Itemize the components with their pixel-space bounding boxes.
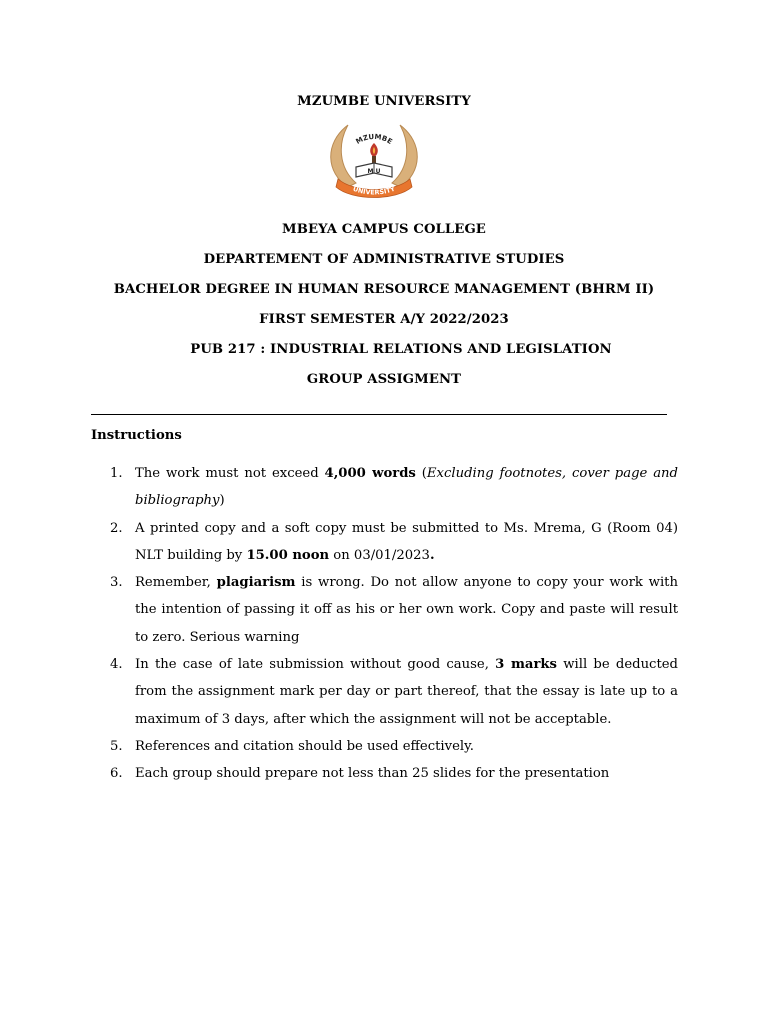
instruction-number: 5. [110,738,123,754]
instruction-number: 6. [110,766,123,782]
instruction-bold-text: 3 marks [495,657,557,673]
instruction-bold-text: plagiarism [216,575,296,591]
instruction-text: ) [219,493,225,509]
instruction-number: 2. [110,520,123,536]
instructions-heading: Instructions [91,428,182,443]
instruction-bold-text: . [429,547,435,563]
instruction-text: Each group should prepare not less than 25 slides for the presentation [135,766,610,782]
instruction-item-1 [110,460,678,515]
assignment-type-title: GROUP ASSIGMENT [306,372,462,387]
instruction-text: Remember, [135,575,217,591]
instruction-item-2 [110,515,678,570]
logo-top-text: MZUMBE [354,132,394,146]
logo-initials: M U [367,168,381,175]
course-title: PUB 217 : INDUSTRIAL RELATIONS AND LEGISLATION [190,342,612,357]
instruction-text: A printed copy and a soft copy must be submitted to Ms. Mrema, G (Room 04) NLT building by [135,520,678,563]
instruction-text: on 03/01/2023 [329,547,430,563]
logo-bottom-text: UNIVERSITY [351,184,397,197]
instruction-bold-text: 15.00 noon [246,547,330,563]
campus-title: MBEYA CAMPUS COLLEGE [282,222,486,237]
instruction-text: will be deducted from the assignment mark per day or part thereof, that the essay is late up to a maximum of 3 days, after which the assignment will not be acceptable. [135,657,678,727]
department-title: DEPARTEMENT OF ADMINISTRATIVE STUDIES [203,252,565,267]
university-logo-icon [318,121,430,203]
instruction-text: ( [415,466,427,481]
instruction-italic-text: Excluding footnotes, cover page and bibliography [135,466,678,509]
instruction-text: The work must not exceed [135,466,325,481]
instruction-text: References and citation should be used effectively. [135,738,474,754]
semester-title: FIRST SEMESTER A/Y 2022/2023 [259,312,509,327]
degree-title: BACHELOR DEGREE IN HUMAN RESOURCE MANAGEMENT (BHRM II) [113,282,655,297]
instruction-number: 3. [110,575,123,591]
instruction-number: 1. [110,466,123,481]
university-title: MZUMBE UNIVERSITY [297,94,471,109]
instruction-item-4 [110,651,678,733]
horizontal-divider [91,414,667,415]
instruction-item-6 [110,760,678,787]
university-logo [318,121,430,203]
instruction-item-5 [110,733,678,760]
instruction-list [110,460,678,788]
instruction-text: is wrong. Do not allow anyone to copy your work with the intention of passing it off as his or her own work. Copy and paste will result to zero. Serious warning [135,575,678,645]
instruction-number: 4. [110,657,123,673]
instruction-item-3 [110,569,678,651]
instruction-bold-text: 4,000 words [324,466,416,481]
instruction-text: In the case of late submission without good cause, [135,657,496,673]
